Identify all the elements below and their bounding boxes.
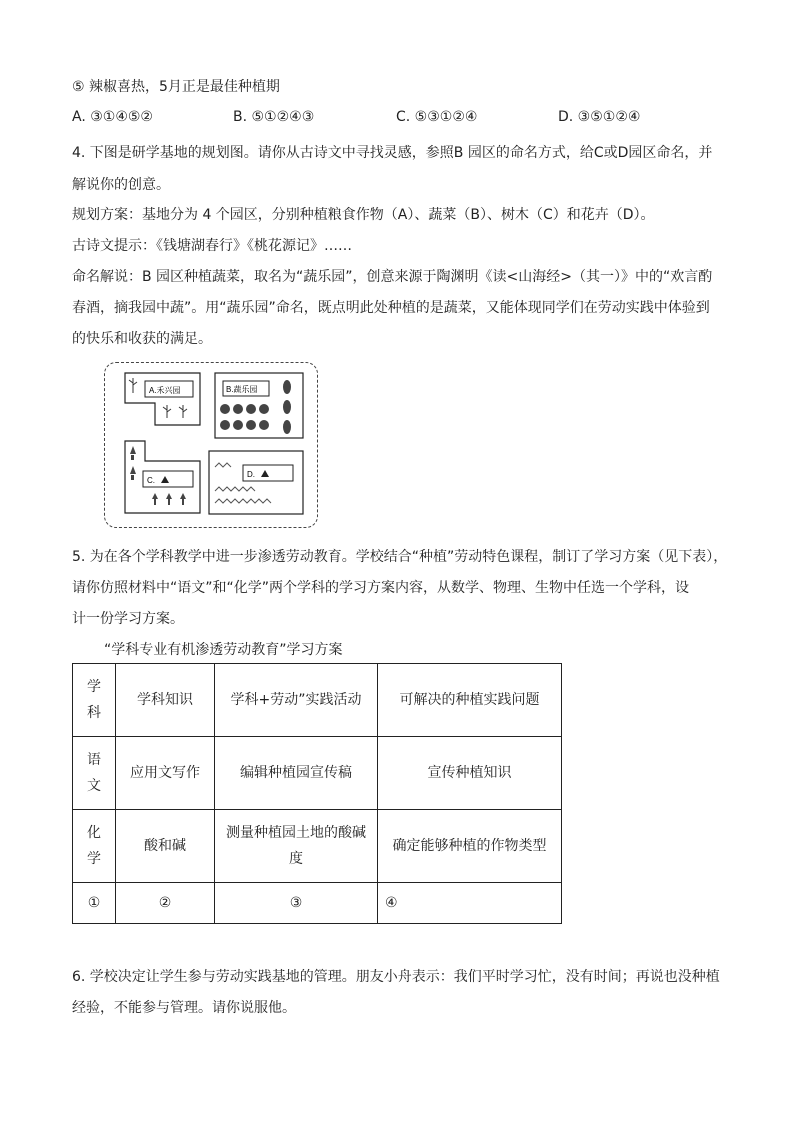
q5-prompt-line-2: 请你仿照材料中“语文”和“化学”两个学科的学习方案内容，从数学、物理、生物中任选一个学科，设: [72, 580, 690, 596]
zone-c-name: C.: [147, 476, 155, 485]
row1-subject-char-2: 文: [87, 778, 101, 794]
q4-plan: 规划方案：基地分为 4 个园区，分别种植粮食作物（A）、蔬菜（B）、树木（C）和花卉（D）。: [72, 207, 655, 223]
row1-subject-char-1: 语: [87, 752, 101, 768]
q4-explain-line-1: 命名解说：B 园区种植蔬菜，取名为“蔬乐园”，创意来源于陶渊明《读<山海经>（其一）》中的“欢言酌: [72, 269, 713, 285]
q5-prompt-line-3: 计一份学习方案。: [72, 611, 184, 627]
row3-blank-2: ②: [116, 883, 215, 924]
row1-activity: 编辑种植园宣传稿: [215, 737, 378, 810]
q4-explain-line-3: 的快乐和收获的满足。: [72, 331, 212, 347]
base-plan-map: [104, 362, 318, 528]
row2-subject-char-2: 学: [87, 851, 101, 867]
row1-knowledge: 应用文写作: [116, 737, 215, 810]
q3-option-a: A. ③①④⑤②: [72, 109, 153, 125]
q6-prompt-line-1: 6. 学校决定让学生参与劳动实践基地的管理。朋友小舟表示：我们平时学习忙，没有时间；再说也没种植: [72, 969, 720, 985]
zone-d-outline: [209, 451, 303, 514]
q4-explain-line-2: 春酒，摘我园中蔬”。用“蔬乐园”命名，既点明此处种植的是蔬菜，又能体现同学们在劳动实践中体验到: [72, 300, 710, 316]
table-row: [73, 737, 562, 810]
zone-a-name: A.禾兴园: [149, 386, 181, 395]
q4-prompt-line-2: 解说你的创意。: [72, 177, 170, 193]
row1-problem: 宣传种植知识: [378, 737, 562, 810]
table-row: [73, 810, 562, 883]
learning-plan-table: [72, 663, 562, 924]
table-row: [73, 883, 562, 924]
plan-map-drawing: [105, 363, 316, 526]
q3-item-5: ⑤ 辣椒喜热，5月正是最佳种植期: [72, 79, 280, 95]
header-subject-char-1: 学: [87, 679, 101, 695]
q4-hint: 古诗文提示：《钱塘湖春行》《桃花源记》……: [72, 238, 352, 254]
row2-activity-line-1: 测量种植园土地的酸碱: [226, 825, 366, 841]
row2-subject-char-1: 化: [87, 825, 101, 841]
header-subject-char-2: 科: [87, 705, 101, 721]
row3-blank-3: ③: [215, 883, 378, 924]
q3-option-c: C. ⑤③①②④: [396, 109, 478, 125]
table-row: [73, 664, 562, 737]
row3-blank-4: ④: [378, 883, 562, 924]
row2-problem: 确定能够种植的作物类型: [378, 810, 562, 883]
header-knowledge: 学科知识: [116, 664, 215, 737]
table-caption: “学科专业有机渗透劳动教育”学习方案: [104, 642, 343, 658]
zone-d-name: D.: [247, 470, 255, 479]
header-problem: 可解决的种植实践问题: [378, 664, 562, 737]
row2-knowledge: 酸和碱: [116, 810, 215, 883]
zone-b-name: B.蔬乐园: [226, 385, 258, 394]
q6-prompt-line-2: 经验，不能参与管理。请你说服他。: [72, 1000, 296, 1016]
q4-prompt-line-1: 4. 下图是研学基地的规划图。请你从古诗文中寻找灵感，参照B 园区的命名方式，给C或D园区命名，并: [72, 145, 713, 161]
row2-activity-line-2: 度: [289, 851, 303, 867]
q5-prompt-line-1: 5. 为在各个学科教学中进一步渗透劳动教育。学校结合“种植”劳动特色课程，制订了学习方案（见下表），: [72, 549, 728, 565]
q3-option-b: B. ⑤①②④③: [233, 109, 315, 125]
header-activity: 学科+劳动”实践活动: [215, 664, 378, 737]
row3-blank-1: ①: [73, 883, 116, 924]
q3-option-d: D. ③⑤①②④: [558, 109, 641, 125]
